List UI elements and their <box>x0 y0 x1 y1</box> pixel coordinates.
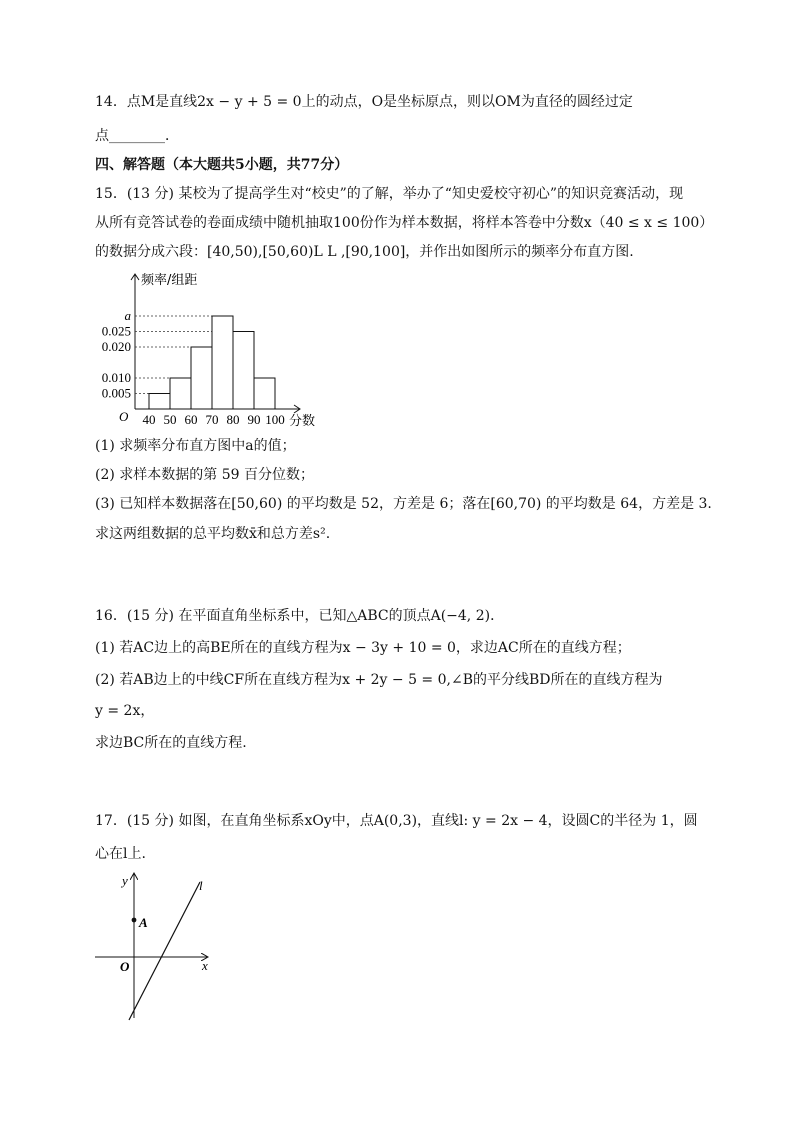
hist-bar <box>191 347 212 409</box>
hist-ytick: 0.025 <box>101 323 131 339</box>
hist-bar <box>233 332 254 410</box>
x-axis-label: x <box>202 958 208 973</box>
q16-part2b: y = 2x， <box>95 703 155 719</box>
q15-line3: 的数据分成六段：[40,50),[50,60)L L ,[90,100]，并作出如图所示的频率分布直方图. <box>95 244 634 260</box>
hist-bar <box>149 394 170 410</box>
q17-line1: 17．(15 分) 如图，在直角坐标系xOy中，点A(0,3)，直线l: y = 2x − 4，设圆C的半径为 1，圆 <box>95 813 698 829</box>
q16-line1: 16．(15 分) 在平面直角坐标系中，已知△ABC的顶点A(−4, 2)． <box>95 608 505 624</box>
origin-label: O <box>120 959 130 974</box>
histogram-chart <box>95 268 335 434</box>
q15-line1: 15．(13 分) 某校为了提高学生对“校史”的了解，举办了“知史爱校守初心”的知识竞赛活动，现 <box>95 186 684 202</box>
point-a-dot <box>132 918 137 923</box>
q16-part1: (1) 若AC边上的高BE所在的直线方程为x − 3y + 10 = 0，求边AC所在的直线方程； <box>95 640 631 656</box>
hist-xtick: 90 <box>247 412 261 427</box>
hist-ytick: 0.010 <box>101 370 131 385</box>
q16-part2c: 求边BC所在的直线方程. <box>95 735 247 751</box>
hist-ytick-a: a <box>124 308 131 323</box>
hist-origin: O <box>119 409 129 424</box>
hist-xtick: 60 <box>184 412 198 427</box>
q14-line2: 点________． <box>95 128 179 144</box>
q16-part2a: (2) 若AB边上的中线CF所在直线方程为x + 2y − 5 = 0,∠B的平分线BD所在的直线方程为 <box>95 672 663 688</box>
hist-ylabel: 频率/组距 <box>141 273 198 288</box>
q15-line2: 从所有竞答试卷的卷面成绩中随机抽取100份作为样本数据，将样本答卷中分数x（40 ≤ x ≤ 100） <box>95 215 714 231</box>
y-axis-label: y <box>122 873 128 888</box>
hist-xtick: 70 <box>205 412 219 427</box>
hist-bar <box>212 316 233 409</box>
hist-xtick: 40 <box>142 412 156 427</box>
line-l-label: l <box>199 878 203 893</box>
hist-ytick: 0.020 <box>101 339 131 354</box>
q15-part3b: 求这两组数据的总平均数x̄和总方差s². <box>95 526 331 542</box>
hist-xtick: 50 <box>163 412 177 427</box>
hist-ytick: 0.005 <box>101 385 131 401</box>
coordinate-figure <box>95 868 220 1028</box>
hist-bar <box>254 378 275 409</box>
hist-xlabel: 分数 <box>289 414 316 429</box>
point-a-label: A <box>139 915 148 930</box>
hist-xtick: 80 <box>226 412 240 427</box>
q15-part1: (1) 求频率分布直方图中a的值； <box>95 438 296 454</box>
q17-line2: 心在l上. <box>95 846 146 862</box>
hist-bar <box>170 378 191 409</box>
line-l <box>129 882 200 1020</box>
section-heading: 四、解答题（本大题共5小题，共77分） <box>95 157 349 173</box>
q15-part3a: (3) 已知样本数据落在[50,60) 的平均数是 52，方差是 6；落在[60,70) 的平均数是 64，方差是 3. <box>95 496 712 512</box>
q14-line1: 14．点M是直线2x − y + 5 = 0上的动点，O是坐标原点，则以OM为直径的圆经过定 <box>95 94 633 110</box>
q15-part2: (2) 求样本数据的第 59 百分位数； <box>95 467 314 483</box>
histogram-marks <box>102 272 315 429</box>
hist-xtick: 100 <box>265 412 285 427</box>
